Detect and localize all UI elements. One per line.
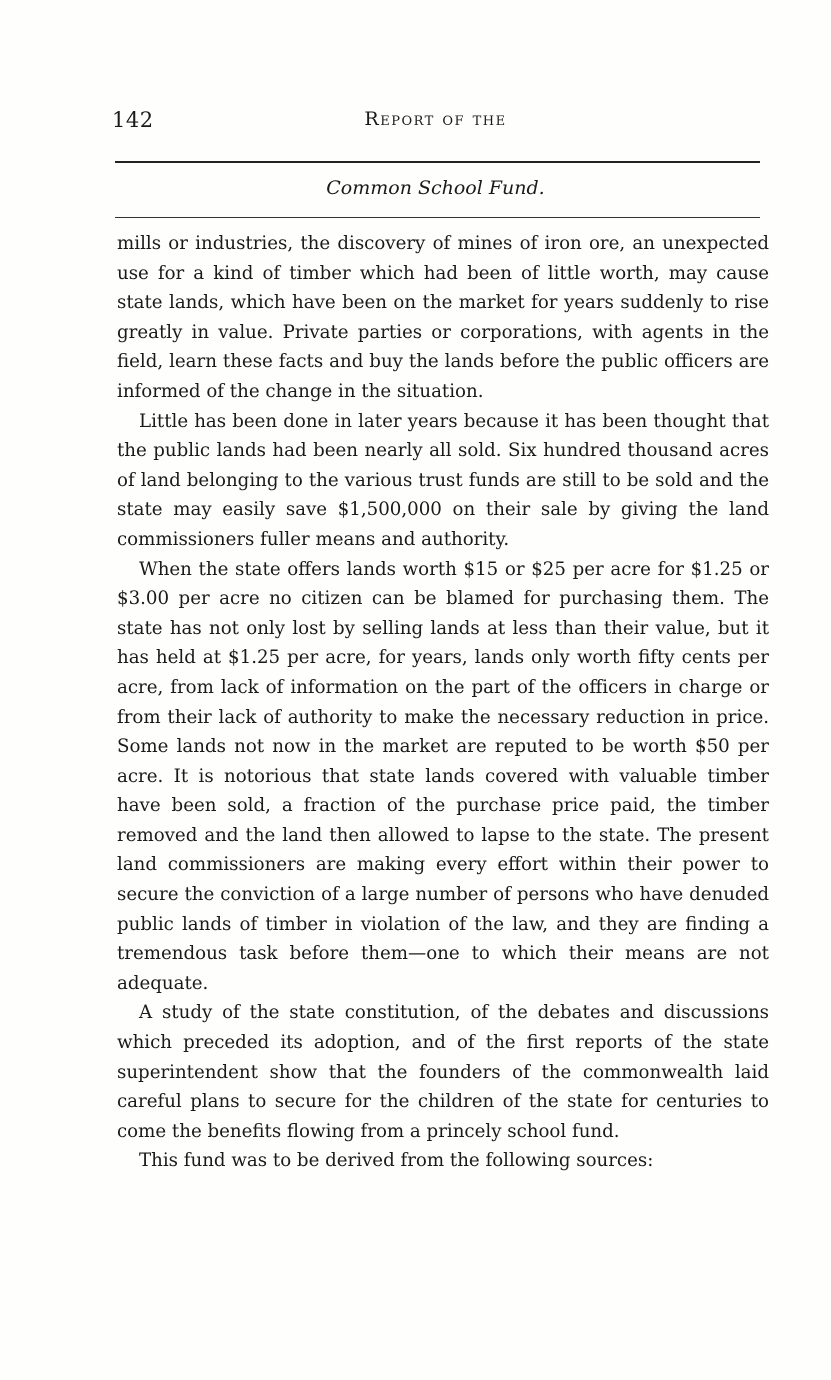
section-title: Common School Fund. — [326, 177, 545, 199]
header-rule-bottom — [115, 217, 760, 218]
paragraph: This fund was to be derived from the following sources: — [139, 1150, 654, 1172]
body-text — [117, 229, 769, 1176]
paragraph-continuation: mills or industries, the discovery of mines of iron ore, an unexpected use for a kind of timber which had been of little worth, may cause state lands, which have been on the market for years suddenly to rise greatly in value. Private parties or corporations, with agents in the field, learn these facts and buy the lands before the public officers are informed of the change in the situation. — [117, 233, 769, 402]
running-head: Report of the — [364, 108, 507, 130]
header-rule-top — [115, 161, 760, 163]
paragraph: Little has been done in later years because it has been thought that the public lands had been nearly all sold. Six hundred thousand acres of land belonging to the various trust funds are still to be sold and the state may easily save $1,500,000 on their sale by giving the land commissioners fuller means and authority. — [117, 410, 769, 550]
paragraph: A study of the state constitution, of the debates and discussions which preceded its adoption, and of the first reports of the state superintendent show that the founders of the commonwealth laid careful plans to secure for the children of the state for centuries to come the benefits flowing from a princely school fund. — [117, 1002, 769, 1142]
paragraph: When the state offers lands worth $15 or $25 per acre for $1.25 or $3.00 per acre no citizen can be blamed for purchasing them. The state has not only lost by selling lands at less than their value, but it has held at $1.25 per acre, for years, lands only worth fifty cents per acre, from lack of information on the part of the officers in charge or from their lack of authority to make the necessary reduction in price. Some lands not now in the market are reputed to be worth $50 per acre. It is notorious that state lands covered with valuable timber have been sold, a fraction of the purchase price paid, the timber removed and the land then allowed to lapse to the state. The present land commissioners are making every effort within their power to secure the conviction of a large number of persons who have denuded public lands of timber in violation of the law, and they are finding a tremendous task before them—one to which their means are not adequate. — [117, 558, 769, 994]
page-number: 142 — [112, 108, 154, 132]
